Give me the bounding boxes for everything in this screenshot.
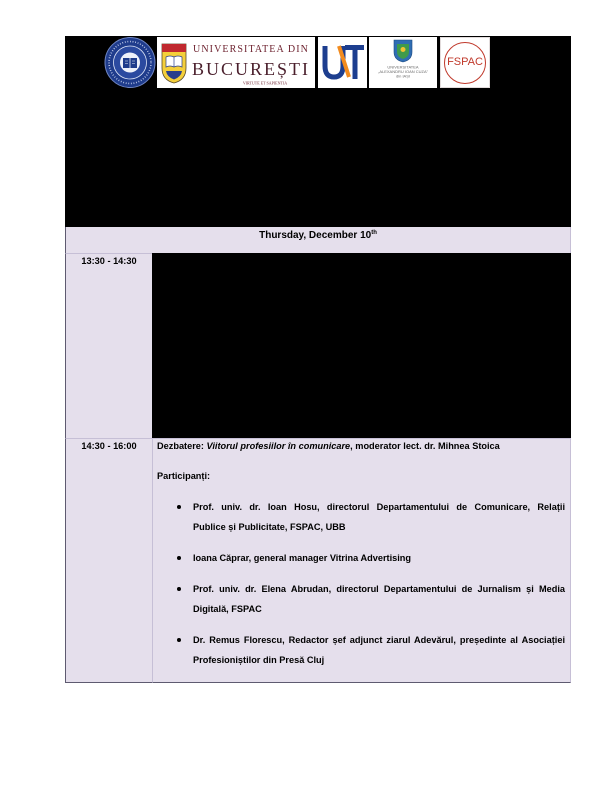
day-header [65, 227, 571, 253]
bullet-icon [177, 505, 181, 509]
shield-icon [393, 39, 413, 63]
session-heading [157, 439, 565, 453]
university-wordmark-logo [157, 37, 315, 88]
participants-label: Participanți: [157, 471, 211, 481]
day-ordinal-suffix: th [371, 230, 377, 236]
faculty-logo [440, 37, 490, 88]
crest-icon [160, 42, 188, 84]
participant-line: Prof. univ. dr. Ioan Hosu, directorul Departamentului de Comunicare, Relații [193, 502, 565, 512]
time-slot-cell: 14:30 - 16:00 [65, 438, 152, 683]
logo-lettering-line-2: „ALEXANDRU IOAN CUZA” [377, 69, 428, 74]
participant-line: Publice și Publicitate, FSPAC, UBB [193, 522, 346, 532]
time-slot-cell: 13:30 - 14:30 [65, 253, 152, 438]
participant-line: Prof. univ. dr. Elena Abrudan, directorul Departamentului de Jurnalism și Media [193, 584, 565, 594]
participants-list [157, 497, 565, 670]
university-lettermark-logo [318, 37, 367, 88]
session-details-cell [152, 438, 571, 683]
participant-line: Profesioniștilor din Presă Cluj [193, 655, 325, 665]
session-moderator: , moderator lect. dr. Mihnea Stoica [350, 441, 500, 451]
bullet-icon [177, 638, 181, 642]
logo-motto: VIRTUTE ET SAPIENTIA [242, 81, 288, 86]
participant-item [157, 579, 565, 619]
participant-line: Ioana Căprar, general manager Vitrina Advertising [193, 553, 412, 563]
logo-lettering [369, 65, 437, 79]
faculty-logo-text: FSPAC [447, 56, 483, 68]
logo-lettering-line-3: din IAȘI [395, 74, 410, 79]
participant-line: Dr. Remus Florescu, Redactor șef adjunct ziarul Adevărul, președinte al Asociației [193, 635, 565, 645]
session-title: Viitorul profesiilor în comunicare [206, 441, 351, 451]
participant-line: Digitală, FSPAC [193, 604, 262, 614]
participant-item [157, 497, 565, 537]
redacted-session-block [152, 253, 571, 438]
logo-wordmark-line-2: BUCUREȘTI [192, 59, 311, 79]
university-seal-logo [103, 36, 157, 89]
logo-wordmark-line-1: UNIVERSITATEA DIN [193, 44, 309, 55]
participant-item [157, 548, 565, 568]
bullet-icon [177, 587, 181, 591]
day-label: Thursday, December 10 [259, 230, 372, 241]
logo-lettering-line-1: UNIVERSITATEA [387, 65, 419, 70]
session-type: Dezbatere: [157, 441, 204, 451]
participant-item [157, 630, 565, 670]
university-shield-logo [369, 37, 437, 88]
bullet-icon [177, 556, 181, 560]
